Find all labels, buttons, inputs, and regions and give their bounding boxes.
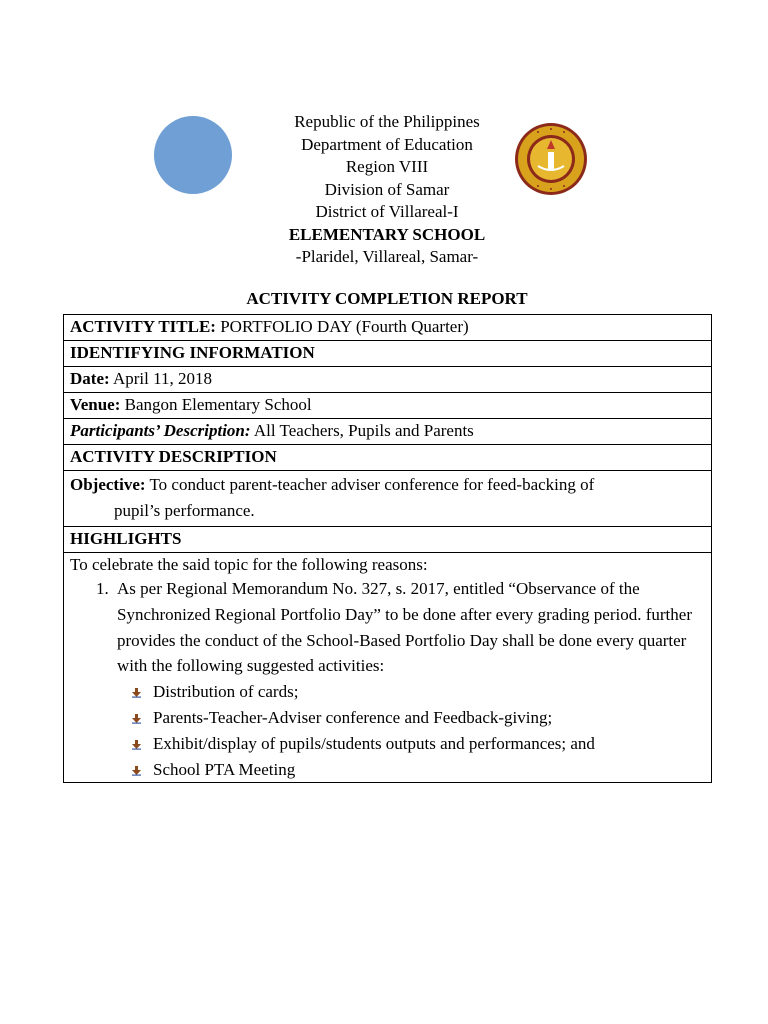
header-line: District of Villareal-I [315,202,459,221]
participants-cell [64,419,712,445]
identifying-information-heading: IDENTIFYING INFORMATION [64,341,712,367]
activity-item-text: Distribution of cards; [153,682,299,702]
objective-cell [64,471,712,527]
list-item [131,705,705,731]
objective-label: Objective: [70,475,146,494]
table-row [64,341,712,367]
reason-text: As per Regional Memorandum No. 327, s. 2017, entitled “Observance of the Synchronized Regional Portfolio Day” to be done after every grading period. further provides the conduct of the School-Based Portfolio Day shall be done every quarter with the following suggested activities: [117,579,692,676]
list-item [131,731,705,757]
table-row [64,315,712,341]
report-table [63,314,712,783]
activities-list [117,679,705,782]
header-line: Department of Education [301,134,473,154]
table-row [64,445,712,471]
list-item [131,757,705,783]
participants-label: Participants’ Description: [70,421,251,440]
date-cell [64,367,712,393]
activity-item-text: Parents-Teacher-Adviser conference and Feedback-giving; [153,707,553,727]
venue-cell [64,393,712,419]
list-item [113,576,705,782]
highlights-heading: HIGHLIGHTS [64,527,712,553]
activity-title-value: PORTFOLIO DAY (Fourth Quarter) [215,317,469,336]
table-row [64,527,712,553]
highlights-intro: To celebrate the said topic for the following reasons: [70,555,428,574]
venue-value: Bangon Elementary School [120,395,312,414]
table-row [64,367,712,393]
objective-value-line-2: pupil’s performance. [114,501,255,520]
activity-title-cell [64,315,712,341]
school-name: ELEMENTARY SCHOOL [288,224,486,244]
header-line: Division of Samar [324,179,450,199]
activity-item-text: School PTA Meeting [153,759,296,779]
arrow-down-bullet-icon [131,765,142,776]
table-row [64,393,712,419]
arrow-down-bullet-icon [131,713,142,724]
school-address: -Plaridel, Villareal, Samar- [295,247,479,266]
highlights-cell [64,553,712,783]
header-line: Region VIII [345,157,429,176]
activity-title-label: ACTIVITY TITLE: [70,317,216,336]
list-item [131,679,705,705]
report-title: ACTIVITY COMPLETION REPORT [246,289,528,308]
objective-value-line-1: To conduct parent-teacher adviser conference for feed-backing of [145,475,595,494]
venue-label: Venue: [70,395,121,414]
activity-description-heading: ACTIVITY DESCRIPTION [64,445,712,471]
arrow-down-bullet-icon [131,687,142,698]
table-row [64,553,712,783]
table-row [64,419,712,445]
activity-item-text: Exhibit/display of pupils/students outputs and performances; and [153,733,595,753]
reasons-list [70,576,705,782]
header-line: Republic of the Philippines [294,112,480,131]
letterhead [184,111,590,269]
table-row [64,471,712,527]
participants-value: All Teachers, Pupils and Parents [250,421,474,440]
date-label: Date: [70,369,110,388]
arrow-down-bullet-icon [131,739,142,750]
date-value: April 11, 2018 [109,369,212,388]
